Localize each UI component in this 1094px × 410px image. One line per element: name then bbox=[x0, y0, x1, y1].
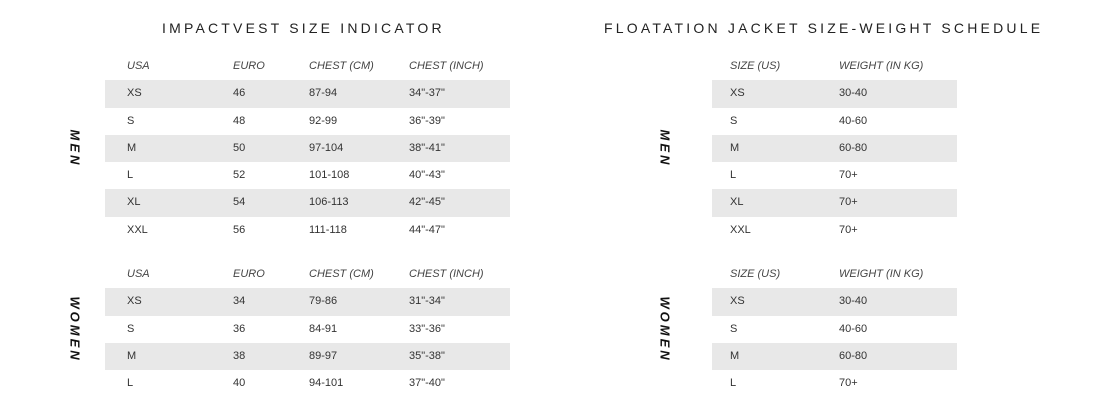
table-cell: M bbox=[127, 141, 137, 154]
table-row bbox=[105, 135, 510, 162]
table-row bbox=[712, 189, 957, 216]
column-header: CHEST (CM) bbox=[309, 268, 374, 280]
impactvest-women-table bbox=[105, 261, 510, 397]
table-cell: L bbox=[127, 377, 134, 390]
column-header: WEIGHT (IN KG) bbox=[839, 268, 924, 280]
column-header: USA bbox=[127, 268, 150, 280]
table-cell: 89-97 bbox=[309, 349, 338, 362]
table-cell: 111-118 bbox=[309, 223, 347, 236]
table-cell: L bbox=[127, 169, 134, 182]
table-cell: 35"-38" bbox=[409, 349, 445, 362]
table-cell: XXL bbox=[127, 223, 148, 236]
table-cell: L bbox=[730, 377, 737, 390]
table-cell: 92-99 bbox=[309, 114, 338, 127]
table-cell: 38 bbox=[233, 349, 246, 362]
table-row bbox=[105, 189, 510, 216]
table-cell: 70+ bbox=[839, 169, 858, 182]
table-cell: 50 bbox=[233, 141, 246, 154]
table-cell: 30-40 bbox=[839, 295, 868, 308]
table-cell: XS bbox=[127, 295, 142, 308]
table-row bbox=[105, 370, 510, 397]
table-row bbox=[105, 343, 510, 370]
table-row bbox=[105, 288, 510, 315]
table-cell: 94-101 bbox=[309, 377, 344, 390]
table-cell: XL bbox=[730, 196, 744, 209]
table-cell: 79-86 bbox=[309, 295, 338, 308]
impactvest-title: IMPACTVEST SIZE INDICATOR bbox=[162, 20, 445, 36]
column-header: CHEST (CM) bbox=[309, 60, 374, 72]
table-cell: L bbox=[730, 169, 737, 182]
table-cell: 38"-41" bbox=[409, 141, 445, 154]
table-cell: 40 bbox=[233, 377, 246, 390]
table-row bbox=[105, 217, 510, 244]
table-cell: M bbox=[730, 141, 740, 154]
table-cell: 34"-37" bbox=[409, 87, 445, 100]
table-cell: 36"-39" bbox=[409, 114, 445, 127]
column-header: USA bbox=[127, 60, 150, 72]
table-header-row bbox=[712, 261, 957, 288]
column-header: EURO bbox=[233, 268, 265, 280]
table-row bbox=[712, 316, 957, 343]
table-cell: 70+ bbox=[839, 377, 858, 390]
column-header: SIZE (US) bbox=[730, 60, 781, 72]
table-cell: 36 bbox=[233, 322, 246, 335]
floatation-women-label: WOMEN bbox=[657, 296, 673, 363]
table-cell: 40"-43" bbox=[409, 169, 445, 182]
table-cell: M bbox=[127, 349, 137, 362]
table-cell: 42"-45" bbox=[409, 196, 445, 209]
table-row bbox=[712, 288, 957, 315]
floatation-men-label: MEN bbox=[657, 129, 673, 168]
table-cell: 54 bbox=[233, 196, 246, 209]
table-cell: S bbox=[127, 322, 135, 335]
column-header: CHEST (INCH) bbox=[409, 60, 484, 72]
impactvest-women-label: WOMEN bbox=[67, 296, 83, 363]
table-cell: 56 bbox=[233, 223, 246, 236]
table-cell: XXL bbox=[730, 223, 751, 236]
table-cell: S bbox=[127, 114, 135, 127]
table-row bbox=[712, 343, 957, 370]
table-cell: 48 bbox=[233, 114, 246, 127]
table-header-row bbox=[105, 53, 510, 80]
table-cell: 87-94 bbox=[309, 87, 338, 100]
table-row bbox=[712, 108, 957, 135]
column-header: SIZE (US) bbox=[730, 268, 781, 280]
table-cell: S bbox=[730, 114, 738, 127]
table-row bbox=[712, 162, 957, 189]
table-row bbox=[105, 108, 510, 135]
table-row bbox=[712, 370, 957, 397]
column-header: CHEST (INCH) bbox=[409, 268, 484, 280]
table-cell: S bbox=[730, 322, 738, 335]
table-cell: 60-80 bbox=[839, 349, 868, 362]
table-cell: 40-60 bbox=[839, 114, 868, 127]
table-cell: 106-113 bbox=[309, 196, 349, 209]
table-cell: XL bbox=[127, 196, 141, 209]
table-cell: 52 bbox=[233, 169, 246, 182]
impactvest-men-table bbox=[105, 53, 510, 244]
table-cell: 84-91 bbox=[309, 322, 338, 335]
column-header: WEIGHT (IN KG) bbox=[839, 60, 924, 72]
table-cell: 101-108 bbox=[309, 169, 350, 182]
table-cell: 70+ bbox=[839, 223, 858, 236]
table-row bbox=[105, 162, 510, 189]
table-header-row bbox=[712, 53, 957, 80]
table-cell: 33"-36" bbox=[409, 322, 445, 335]
table-cell: 70+ bbox=[839, 196, 858, 209]
table-cell: 44"-47" bbox=[409, 223, 445, 236]
table-cell: 46 bbox=[233, 87, 246, 100]
column-header: EURO bbox=[233, 60, 265, 72]
floatation-title: FLOATATION JACKET SIZE-WEIGHT SCHEDULE bbox=[604, 20, 1044, 36]
impactvest-men-label: MEN bbox=[67, 129, 83, 168]
table-cell: 40-60 bbox=[839, 322, 868, 335]
table-row bbox=[105, 316, 510, 343]
table-row bbox=[712, 217, 957, 244]
table-cell: 31"-34" bbox=[409, 295, 445, 308]
table-cell: 60-80 bbox=[839, 141, 868, 154]
floatation-men-table bbox=[712, 53, 957, 244]
table-row bbox=[712, 135, 957, 162]
floatation-women-table bbox=[712, 261, 957, 397]
table-cell: M bbox=[730, 349, 740, 362]
table-cell: XS bbox=[127, 87, 142, 100]
table-cell: 34 bbox=[233, 295, 246, 308]
table-row bbox=[105, 80, 510, 107]
table-cell: 30-40 bbox=[839, 87, 868, 100]
table-row bbox=[712, 80, 957, 107]
table-cell: XS bbox=[730, 87, 745, 100]
table-header-row bbox=[105, 261, 510, 288]
table-cell: 97-104 bbox=[309, 141, 344, 154]
table-cell: XS bbox=[730, 295, 745, 308]
table-cell: 37"-40" bbox=[409, 377, 445, 390]
